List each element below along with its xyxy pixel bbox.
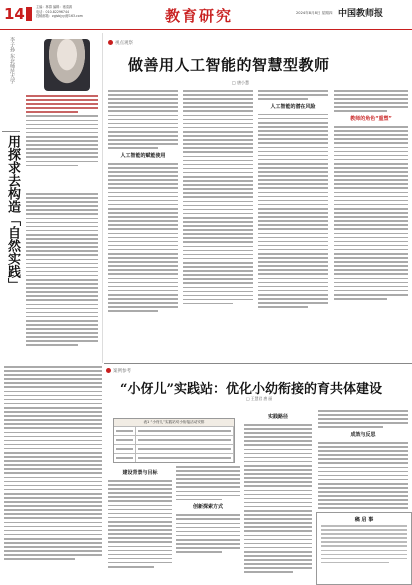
article-col-2 — [183, 90, 253, 307]
table-row — [114, 426, 234, 435]
column-title: 用探求去构造「自然实践」 — [2, 131, 20, 369]
info-phone: 电话：010-82296744 — [36, 9, 70, 14]
info-editor: 主编：林群 编辑：褚清源 — [36, 5, 73, 9]
table-row — [114, 435, 234, 444]
newspaper-brand: 中国教师报 — [338, 9, 384, 19]
page-number: 14 — [4, 5, 32, 23]
table-row — [114, 453, 234, 462]
article2-col-3 — [244, 410, 312, 575]
subhead-results: 成效与反思 — [350, 431, 376, 438]
info-email: 投稿邮箱：zgjsbjyyj@163.com — [36, 14, 83, 19]
article2-headline: “小伢儿”实践站：优化小幼衔接的育共体建设 — [120, 382, 382, 397]
article-byline: □ 唐小慧 — [232, 80, 250, 85]
column-body — [26, 193, 98, 349]
subhead-risks: 人工智能的潜在风险 — [270, 103, 316, 110]
author-photo — [44, 39, 90, 91]
article-col-4 — [334, 90, 408, 302]
section-divider — [104, 363, 412, 364]
subhead-innovation: 创新探索方式 — [192, 504, 223, 511]
article2-col-2 — [176, 466, 240, 555]
notice-title: 稿 启 事 — [354, 517, 374, 523]
article-headline: 做善用人工智能的智慧型教师 — [128, 56, 330, 74]
issue-date: 2024年8月8日 星期四 — [296, 11, 333, 15]
page-tag — [26, 7, 32, 21]
article2-kicker: 案例参考 — [106, 368, 131, 374]
left-column — [0, 33, 103, 363]
left-bottom-text — [4, 366, 102, 563]
subhead-background: 建设背景与目标 — [122, 470, 158, 476]
table-row — [114, 444, 234, 453]
section-title: 教育研究 — [165, 7, 234, 25]
article-col-1 — [108, 90, 178, 314]
subhead-empowerment: 人工智能的赋能使用 — [120, 152, 166, 159]
article2-col-1 — [108, 466, 172, 570]
header-info — [36, 5, 116, 19]
subhead-teacher-role: 教师的角色“重塑” — [350, 116, 392, 123]
subhead-practice: 实践路径 — [267, 414, 288, 420]
page-header — [0, 0, 412, 30]
author-label: 李子孙 东北师范大学 — [9, 37, 15, 84]
notice-box — [316, 512, 412, 585]
column-intro — [26, 95, 98, 169]
article2-col-4 — [318, 410, 408, 516]
article2-byline: □ 王慧君 唐 丽 — [246, 396, 273, 401]
article-col-3 — [258, 90, 328, 310]
activity-table — [113, 418, 235, 463]
table-caption: 表1 “小伢儿”实践站幼小衔接活动安排 — [114, 419, 234, 426]
article-kicker: 视点观察 — [108, 40, 133, 46]
